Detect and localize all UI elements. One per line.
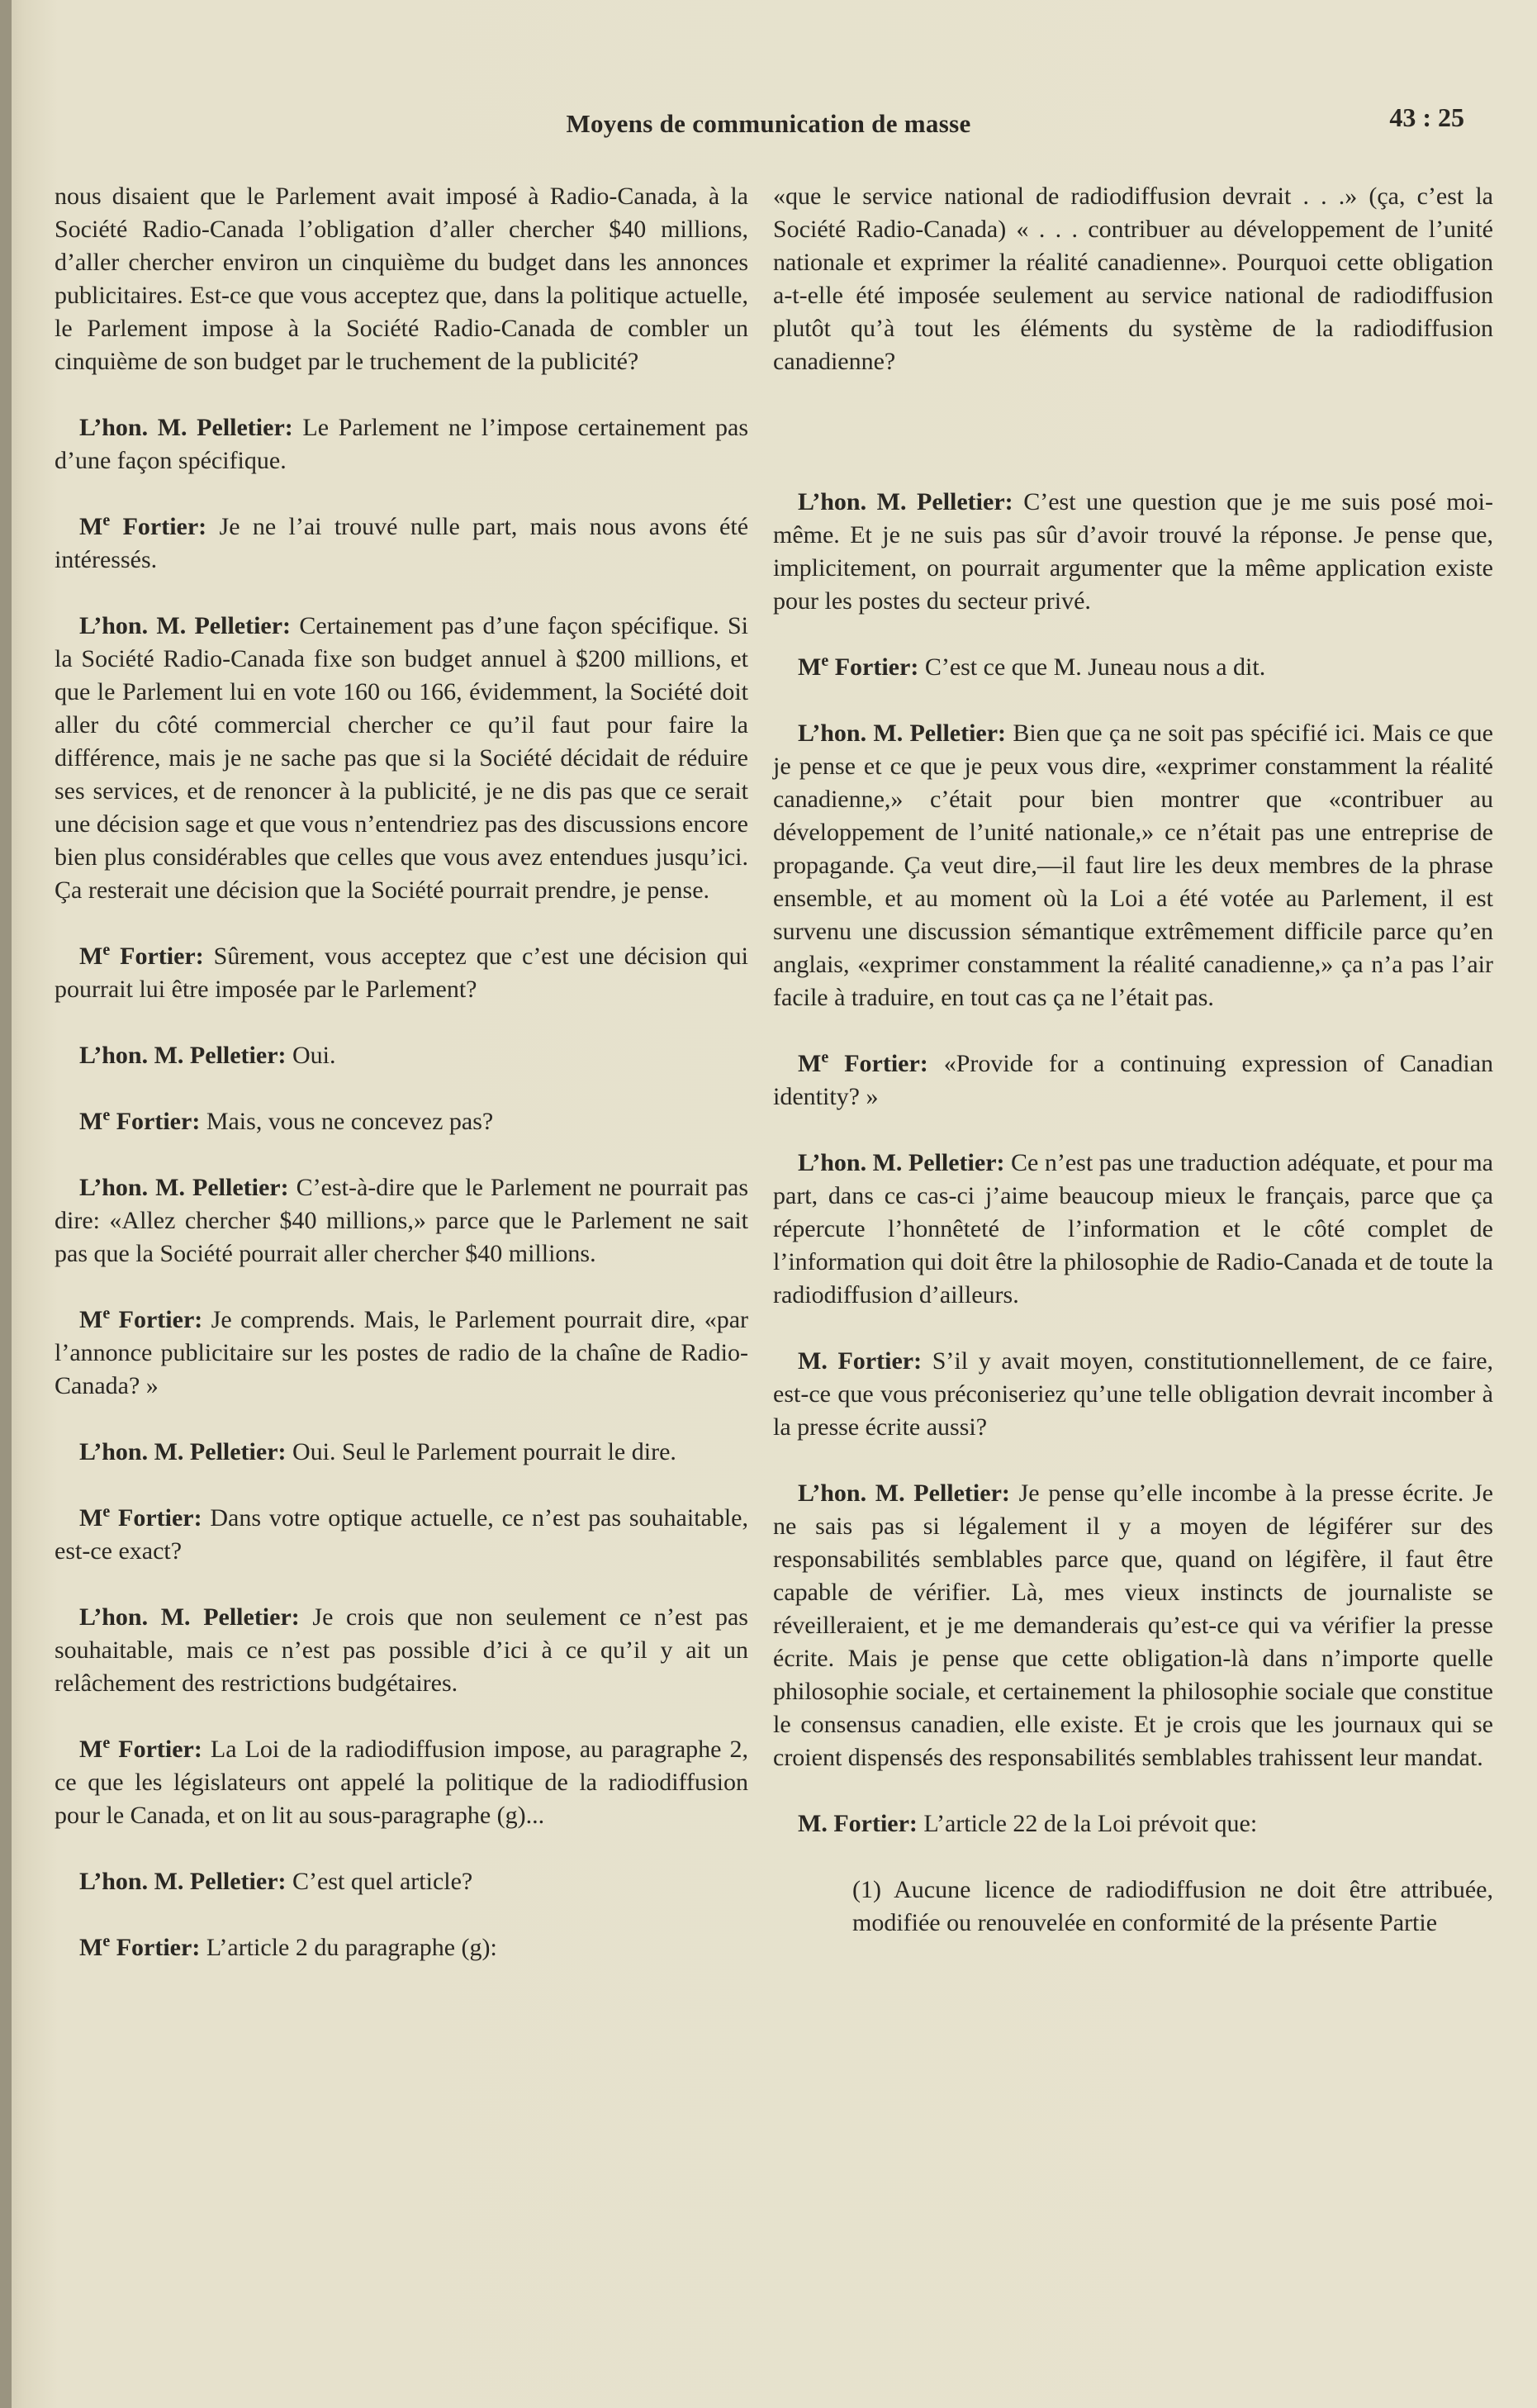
speaker-name xyxy=(798,720,1006,747)
speaker-label: L’hon. M. Pelletier: xyxy=(798,1479,1010,1507)
speaker-name xyxy=(79,1174,289,1201)
left-column xyxy=(55,180,748,1997)
speaker-label: Fortier: xyxy=(844,1050,928,1077)
paragraph xyxy=(773,180,1493,378)
paragraph xyxy=(55,1105,748,1138)
speaker-prefix-superscript: e xyxy=(821,1048,829,1066)
paragraph xyxy=(55,1436,748,1469)
speaker-label: Fortier: xyxy=(120,943,204,970)
paragraph-text: Certainement pas d’une façon spécifique. Si la Société Radio-Canada fixe son budget annuel à $200 millions, et que le Parlement lui en vote 160 ou 166, évidemment, la Société doit aller du côté commercial chercher ce qu’il faut pour faire la différence, mais je ne sache pas que si la Société décidait de réduire ses services, et de renoncer à la publicité, je ne dis pas que ce serait une décision sage et que vous n’entendriez pas des discussions encore bien plus considérables que celles que vous avez entendues jusqu’ici. Ça resterait une décision que la Société pourrait prendre, je pense. xyxy=(55,612,748,904)
speaker-name xyxy=(798,488,1013,515)
speaker-name xyxy=(79,1603,300,1631)
speaker-name xyxy=(79,1934,200,1961)
speaker-label: L’hon. M. Pelletier: xyxy=(79,1603,300,1631)
column-gap xyxy=(773,411,1493,486)
speaker-prefix-superscript: e xyxy=(102,511,111,530)
paragraph-text: L’article 2 du paragraphe (g): xyxy=(200,1934,497,1961)
paragraph-text: Bien que ça ne soit pas spécifié ici. Mais ce que je pense et ce que je peux vous dire, «exprimer constamment la réalité canadienne,» c’était pour bien montrer que «contribuer au développement de l’unité nationale,» ce n’était pas une entreprise de propagande. Ça veut dire,—il faut lire les deux membres de la phrase ensemble, et au moment où la Loi a été votée au Parlement, il est survenu une discussion sémantique extrêmement difficile parce qu’en anglais, «exprimer constamment la réalité canadienne,» ça n’a pas l’air facile à traduire, en tout cas ça ne l’était pas. xyxy=(773,720,1493,1011)
speaker-prefix: M xyxy=(79,943,103,970)
speaker-label: L’hon. M. Pelletier: xyxy=(798,488,1013,515)
speaker-label: L’hon. M. Pelletier: xyxy=(79,1438,287,1465)
paragraph-text: Mais, vous ne concevez pas? xyxy=(200,1108,494,1135)
speaker-prefix: M xyxy=(798,1050,822,1077)
speaker-name xyxy=(798,1050,928,1077)
speaker-label: Fortier: xyxy=(116,1108,201,1135)
paragraph xyxy=(55,511,748,577)
speaker-name xyxy=(79,1042,287,1069)
speaker-label: M. Fortier: xyxy=(798,1810,918,1837)
paragraph-text: (1) Aucune licence de radiodiffusion ne doit être attribuée, modifiée ou renouvelée en conformité de la présente Partie xyxy=(852,1876,1493,1936)
paragraph xyxy=(55,1502,748,1568)
speaker-prefix: M xyxy=(79,1934,103,1961)
speaker-name xyxy=(79,943,204,970)
speaker-prefix-superscript: e xyxy=(102,1304,111,1323)
speaker-label: L’hon. M. Pelletier: xyxy=(79,612,292,639)
paragraph-text: Je ne l’ai trouvé nulle part, mais nous avons été intéressés. xyxy=(55,513,749,573)
paragraph xyxy=(773,651,1493,684)
paragraph-text: Oui. xyxy=(286,1042,336,1069)
binding-shadow xyxy=(0,0,12,2408)
speaker-label: Fortier: xyxy=(118,1736,202,1763)
paragraph-text: Ce n’est pas une traduction adéquate, et pour ma part, dans ce cas-ci j’aime beaucoup mieux le français, parce que ça répercute l’honnêteté de l’information et le côté complet de l’information qui doit être la philosophie de Radio-Canada et de toute la radiodiffusion d’ailleurs. xyxy=(773,1149,1493,1308)
paragraph-text: Sûrement, vous acceptez que c’est une décision qui pourrait lui être imposée par le Parlement? xyxy=(55,943,749,1003)
speaker-prefix: M xyxy=(798,653,822,681)
paragraph xyxy=(852,1874,1493,1940)
paragraph-text: S’il y avait moyen, constitutionnellement, de ce faire, est-ce que vous préconiseriez qu’une telle obligation devrait incomber à la presse écrite aussi? xyxy=(773,1347,1494,1441)
paragraph-text: Je comprends. Mais, le Parlement pourrait dire, «par l’annonce publicitaire sur les postes de radio de la chaîne de Radio-Canada? » xyxy=(55,1306,749,1399)
speaker-label: Fortier: xyxy=(118,1306,203,1333)
paragraph xyxy=(773,1147,1493,1312)
paragraph xyxy=(773,1047,1493,1114)
speaker-label: L’hon. M. Pelletier: xyxy=(79,1174,289,1201)
speaker-prefix: M xyxy=(79,1306,103,1333)
paragraph-text: C’est-à-dire que le Parlement ne pourrait pas dire: «Allez chercher $40 millions,» parce que le Parlement ne sait pas que la Société pourrait aller chercher $40 millions. xyxy=(55,1174,748,1267)
running-header-title: Moyens de communication de masse xyxy=(566,109,971,138)
speaker-name xyxy=(798,1347,922,1375)
speaker-name xyxy=(79,1438,287,1465)
paragraph-text: nous disaient que le Parlement avait imposé à Radio-Canada, à la Société Radio-Canada l’obligation d’aller chercher $40 millions, d’aller chercher environ un cinquième du budget dans les annonces publicitaires. Est-ce que vous acceptez que, dans la politique actuelle, le Parlement impose à la Société Radio-Canada de combler un cinquième de son budget par le truchement de la publicité? xyxy=(55,183,748,375)
speaker-prefix: M xyxy=(79,1108,103,1135)
speaker-label: Fortier: xyxy=(116,1934,201,1961)
speaker-label: L’hon. M. Pelletier: xyxy=(79,1868,287,1895)
paragraph-text: Le Parlement ne l’impose certainement pas d’une façon spécifique. xyxy=(55,414,748,474)
speaker-prefix-superscript: e xyxy=(821,652,829,670)
speaker-name xyxy=(798,653,918,681)
paragraph-text: C’est ce que M. Juneau nous a dit. xyxy=(918,653,1266,681)
paragraph-text: L’article 22 de la Loi prévoit que: xyxy=(917,1810,1258,1837)
paragraph xyxy=(55,1931,748,1964)
speaker-label: Fortier: xyxy=(118,1504,202,1532)
speaker-name xyxy=(79,513,206,540)
speaker-label: Fortier: xyxy=(834,653,919,681)
paragraph-text: Dans votre optique actuelle, ce n’est pas souhaitable, est-ce exact? xyxy=(55,1504,748,1565)
paragraph xyxy=(55,1039,748,1072)
paragraph xyxy=(773,717,1493,1014)
speaker-name xyxy=(79,1504,202,1532)
speaker-label: L’hon. M. Pelletier: xyxy=(798,720,1007,747)
speaker-label: M. Fortier: xyxy=(798,1347,923,1375)
paragraph xyxy=(773,1345,1493,1444)
speaker-prefix-superscript: e xyxy=(102,941,111,959)
speaker-prefix: M xyxy=(79,1504,103,1532)
paragraph xyxy=(55,1304,748,1403)
paragraph xyxy=(55,1733,748,1832)
speaker-prefix-superscript: e xyxy=(102,1106,111,1124)
speaker-label: Fortier: xyxy=(122,513,207,540)
page-number: 43 : 25 xyxy=(1389,102,1464,132)
speaker-name xyxy=(79,414,293,441)
paragraph-text: La Loi de la radiodiffusion impose, au paragraphe 2, ce que les législateurs ont appelé la politique de la radiodiffusion pour le Canada, et on lit au sous-paragraphe (g)... xyxy=(55,1736,748,1829)
speaker-name xyxy=(798,1149,1005,1176)
paragraph xyxy=(773,486,1493,618)
speaker-prefix: M xyxy=(79,513,103,540)
speaker-name xyxy=(798,1810,918,1837)
paragraph-text: Je pense qu’elle incombe à la presse écrite. Je ne sais pas si légalement il y a moyen de légiférer sur des responsabilités semblables parce que, quand on légifère, il faut être capable de vérifier. Là, mes vieux instincts de journaliste se réveilleraient, et je me demanderais qu’est-ce qui va vérifier la presse écrite. Mais je pense que cette obligation-là dans n’importe quelle philosophie sociale, et certainement la philosophie sociale que constitue le consensus canadien, elle existe. Et je crois que les journaux qui se croient dispensés des responsabilités semblables trahissent leur mandat. xyxy=(773,1479,1493,1771)
speaker-name xyxy=(798,1479,1010,1507)
paragraph xyxy=(55,180,748,378)
paragraph xyxy=(55,1601,748,1700)
paragraph xyxy=(55,1865,748,1898)
speaker-name xyxy=(79,1306,202,1333)
paragraph-text: C’est quel article? xyxy=(286,1868,473,1895)
paragraph-text: «que le service national de radiodiffusion devrait . . .» (ça, c’est la Société Radio-Canada) « . . . contribuer au développement de l’unité nationale et exprimer la réalité canadienne». Pourquoi cette obligation a-t-elle été imposée seulement au service national de radiodiffusion plutôt qu’à tout les éléments du système de la radiodiffusion canadienne? xyxy=(773,183,1493,375)
paragraph xyxy=(55,411,748,477)
speaker-label: L’hon. M. Pelletier: xyxy=(79,414,293,441)
speaker-label: L’hon. M. Pelletier: xyxy=(79,1042,287,1069)
right-column xyxy=(773,180,1493,1973)
paragraph xyxy=(55,940,748,1006)
speaker-prefix: M xyxy=(79,1736,103,1763)
speaker-name xyxy=(79,1108,200,1135)
speaker-name xyxy=(79,1736,202,1763)
paragraph xyxy=(773,1807,1493,1840)
paragraph-text: Oui. Seul le Parlement pourrait le dire. xyxy=(286,1438,676,1465)
speaker-prefix-superscript: e xyxy=(102,1734,111,1752)
speaker-label: L’hon. M. Pelletier: xyxy=(798,1149,1005,1176)
paragraph xyxy=(773,1477,1493,1774)
speaker-name xyxy=(79,612,291,639)
paragraph-text: C’est une question que je me suis posé moi-même. Et je ne suis pas sûr d’avoir trouvé la réponse. Je pense que, implicitement, on pourrait argumenter que la même application existe pour les postes du secteur privé. xyxy=(773,488,1493,615)
paragraph-text: «Provide for a continuing expression of Canadian identity? » xyxy=(773,1050,1494,1110)
paragraph xyxy=(55,1171,748,1270)
speaker-name xyxy=(79,1868,287,1895)
paragraph-text: Je crois que non seulement ce n’est pas souhaitable, mais ce n’est pas possible d’ici à ce qu’il y ait un relâchement des restrictions budgétaires. xyxy=(55,1603,748,1697)
speaker-prefix-superscript: e xyxy=(102,1932,111,1950)
speaker-prefix-superscript: e xyxy=(102,1503,111,1521)
paragraph xyxy=(55,610,748,907)
